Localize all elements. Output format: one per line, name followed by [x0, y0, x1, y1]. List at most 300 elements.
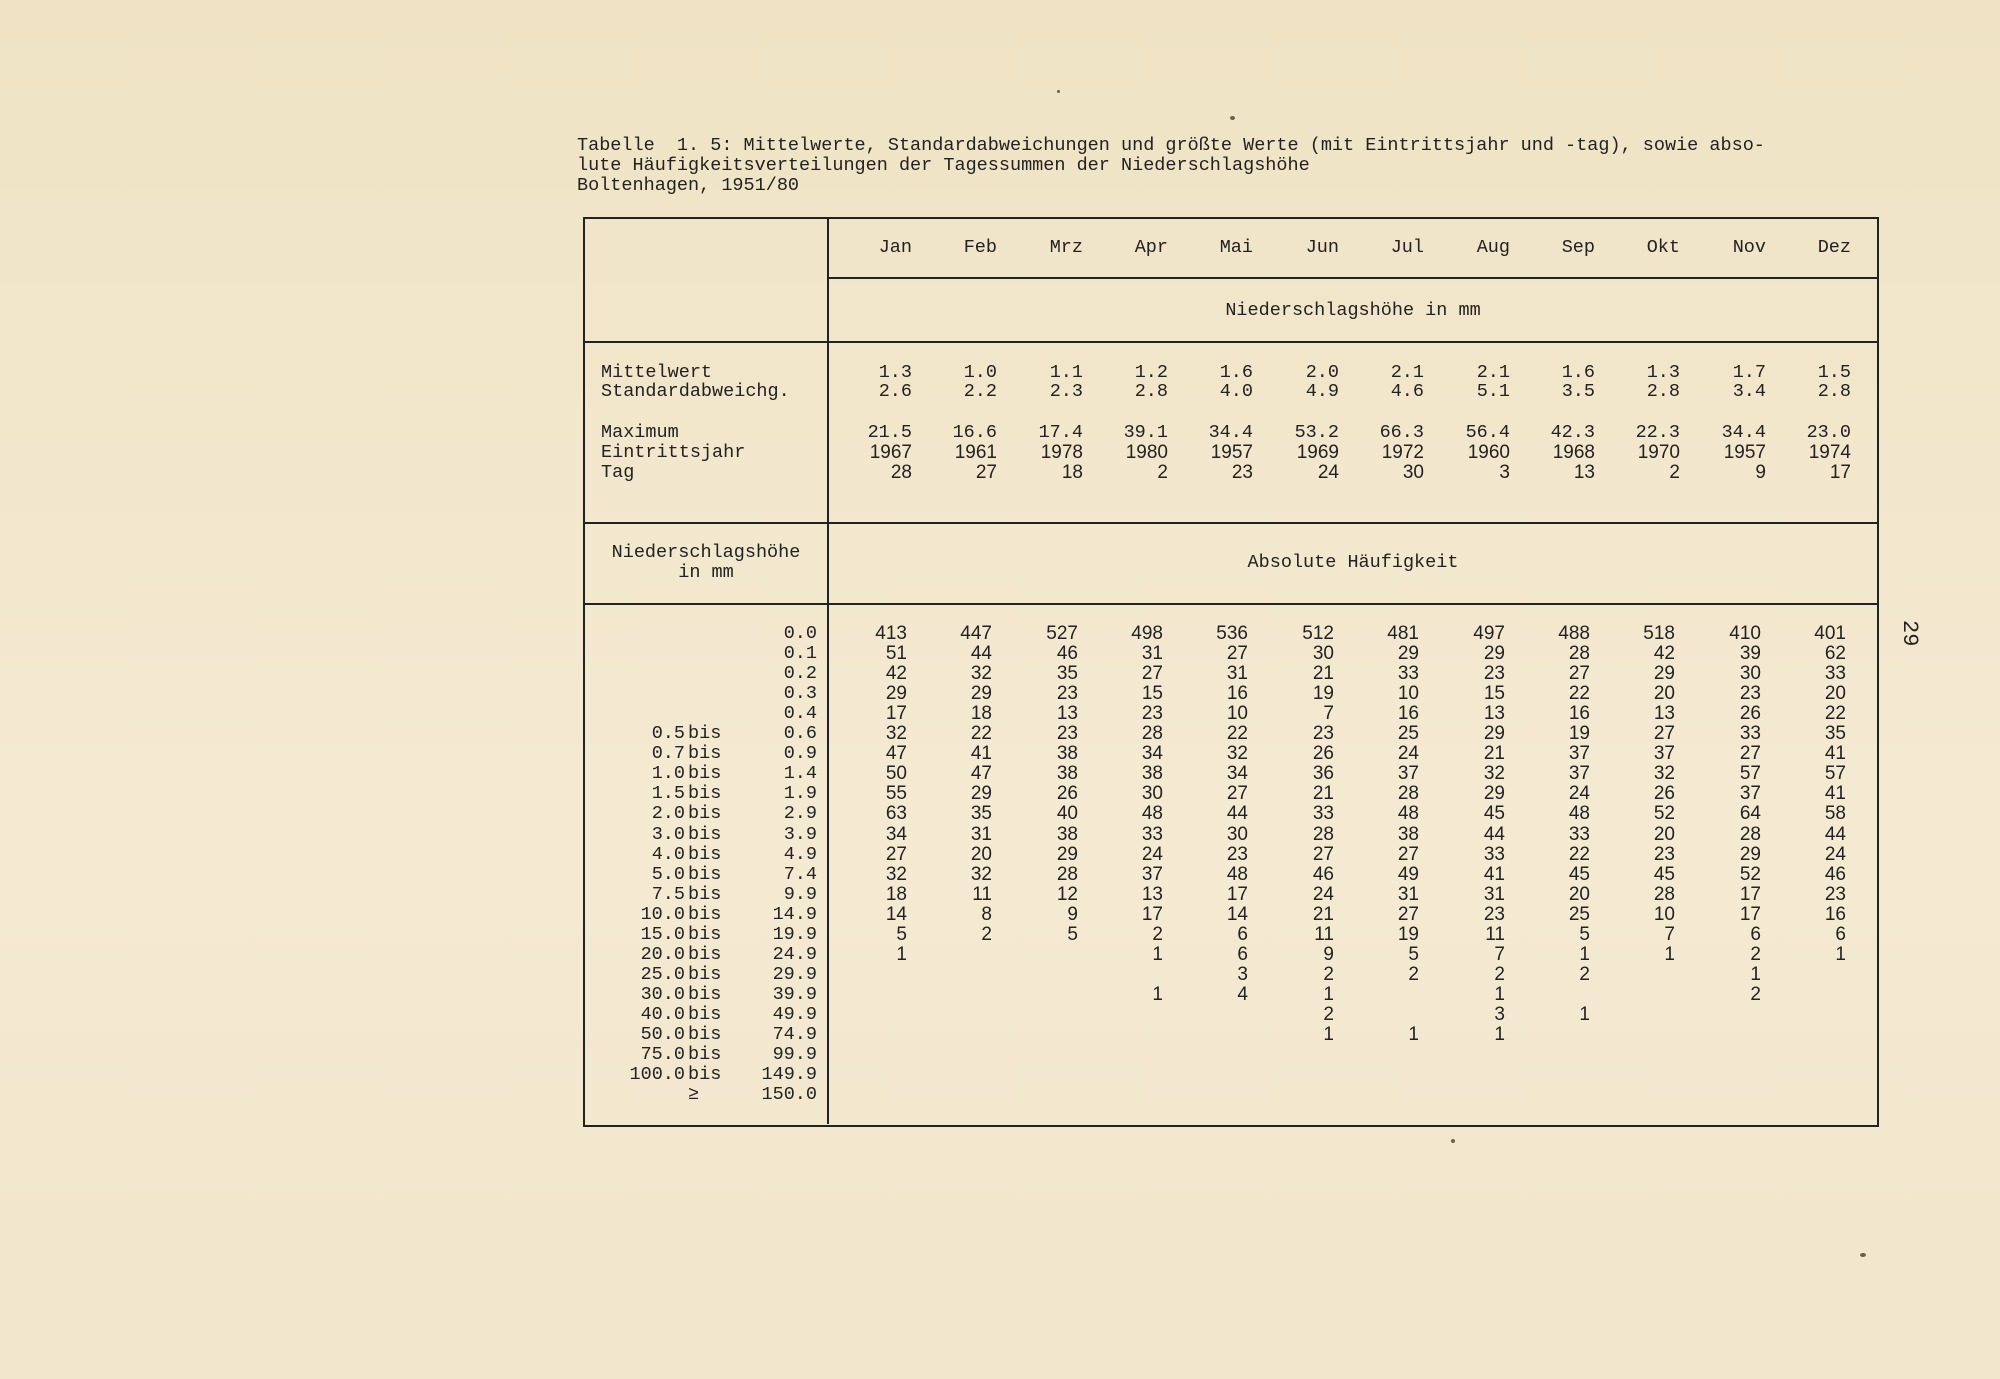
frequency-cell: 18 [885, 883, 907, 905]
class-to: 99.9 [772, 1044, 817, 1066]
frequency-cell: 2 [981, 923, 992, 945]
frequency-cell: 497 [1473, 623, 1505, 644]
unit-header: Niederschlagshöhe in mm [1225, 300, 1481, 321]
eintrittsjahr-value: 1969 [1296, 442, 1339, 463]
frequency-cell: 38 [1056, 743, 1078, 765]
frequency-cell: 1 [1323, 1024, 1334, 1045]
mittelwert-value: 2.0 [1305, 362, 1339, 383]
frequency-cell: 5 [1579, 923, 1590, 945]
frequency-cell: 35 [1056, 663, 1078, 685]
month-header-apr: Apr [1134, 237, 1168, 258]
class-to: 49.9 [772, 1003, 817, 1025]
frequency-cell: 41 [970, 743, 992, 765]
frequency-cell: 3 [1494, 1003, 1505, 1025]
frequency-cell: 21 [1312, 903, 1334, 925]
frequency-cell: 48 [1397, 803, 1419, 825]
mittelwert-value: 1.3 [1646, 362, 1680, 383]
tag-value: 2 [1669, 462, 1680, 483]
mittelwert-value: 1.7 [1732, 362, 1766, 383]
frequency-cell: 44 [1483, 823, 1505, 845]
frequency-cell: 14 [885, 903, 907, 925]
freq-header-left-line-2: in mm [678, 562, 734, 583]
class-bis: bis [688, 1003, 722, 1025]
frequency-cell: 36 [1312, 763, 1334, 785]
frequency-cell: 17 [1739, 903, 1761, 925]
class-from: 0.7 [651, 743, 685, 765]
frequency-cell: 32 [1226, 743, 1248, 765]
mittelwert-value: 1.6 [1561, 362, 1595, 383]
frequency-cell: 35 [970, 803, 992, 825]
frequency-cell: 29 [1397, 643, 1419, 665]
frequency-cell: 7 [1664, 923, 1675, 945]
standardabweichung-value: 2.2 [963, 381, 997, 402]
maximum-value: 34.4 [1208, 422, 1253, 443]
frequency-cell: 32 [1483, 763, 1505, 785]
class-to: 4.9 [783, 843, 817, 865]
frequency-cell: 22 [1226, 723, 1248, 745]
frequency-cell: 9 [1323, 943, 1334, 965]
frequency-cell: 24 [1824, 843, 1846, 865]
frequency-cell: 2 [1494, 963, 1505, 985]
frequency-cell: 38 [1141, 763, 1163, 785]
month-header-sep: Sep [1561, 237, 1595, 258]
caption-line-2: lute Häufigkeitsverteilungen der Tagessummen der Niederschlagshöhe [577, 155, 1310, 176]
frequency-cell: 52 [1653, 803, 1675, 825]
frequency-cell: 33 [1483, 843, 1505, 865]
frequency-cell: 47 [970, 763, 992, 785]
frequency-cell: 7 [1323, 703, 1334, 725]
class-from: 25.0 [640, 963, 685, 985]
maximum-value: 34.4 [1721, 422, 1766, 443]
frequency-cell: 1 [896, 943, 907, 965]
class-from: 20.0 [640, 943, 685, 965]
frequency-cell: 22 [1568, 843, 1590, 865]
maximum-value: 21.5 [867, 422, 912, 443]
class-from: 3.0 [651, 823, 685, 845]
label-maximum: Maximum [601, 422, 679, 443]
class-to: 9.9 [783, 883, 817, 905]
frequency-cell: 57 [1824, 763, 1846, 785]
row-divider [585, 341, 1879, 343]
standardabweichung-value: 3.4 [1732, 381, 1766, 402]
frequency-cell: 527 [1046, 623, 1078, 644]
class-to: 0.1 [783, 643, 817, 665]
frequency-cell: 10 [1653, 903, 1675, 925]
frequency-cell: 62 [1824, 643, 1846, 665]
mittelwert-value: 1.5 [1817, 362, 1851, 383]
frequency-cell: 37 [1141, 863, 1163, 885]
class-to: 19.9 [772, 923, 817, 945]
frequency-cell: 2 [1579, 963, 1590, 985]
class-to: 3.9 [783, 823, 817, 845]
frequency-cell: 30 [1141, 783, 1163, 805]
frequency-cell: 38 [1056, 763, 1078, 785]
standardabweichung-value: 2.6 [878, 381, 912, 402]
frequency-cell: 44 [1226, 803, 1248, 825]
frequency-cell: 16 [1568, 703, 1590, 725]
class-to: 24.9 [772, 943, 817, 965]
eintrittsjahr-value: 1978 [1040, 442, 1083, 463]
frequency-cell: 55 [885, 783, 907, 805]
frequency-cell: 33 [1824, 663, 1846, 685]
tag-value: 28 [890, 462, 912, 483]
frequency-cell: 21 [1312, 783, 1334, 805]
frequency-cell: 33 [1739, 723, 1761, 745]
frequency-cell: 42 [885, 663, 907, 685]
frequency-cell: 34 [885, 823, 907, 845]
frequency-cell: 23 [1824, 883, 1846, 905]
eintrittsjahr-value: 1970 [1637, 442, 1680, 463]
row-divider [827, 277, 1879, 279]
frequency-cell: 9 [1067, 903, 1078, 925]
frequency-cell: 401 [1814, 623, 1846, 644]
frequency-cell: 410 [1729, 623, 1761, 644]
maximum-value: 42.3 [1550, 422, 1595, 443]
frequency-cell: 34 [1226, 763, 1248, 785]
frequency-cell: 1 [1408, 1024, 1419, 1045]
frequency-cell: 33 [1141, 823, 1163, 845]
frequency-cell: 413 [875, 623, 907, 644]
class-bis: bis [688, 943, 722, 965]
standardabweichung-value: 4.9 [1305, 381, 1339, 402]
frequency-cell: 37 [1568, 743, 1590, 765]
frequency-cell: 21 [1483, 743, 1505, 765]
class-to: 7.4 [783, 863, 817, 885]
class-from: 100.0 [629, 1064, 685, 1086]
frequency-cell: 58 [1824, 803, 1846, 825]
class-bis: bis [688, 803, 722, 825]
class-bis: bis [688, 963, 722, 985]
frequency-cell: 13 [1483, 703, 1505, 725]
frequency-cell: 2 [1750, 983, 1761, 1005]
frequency-cell: 48 [1141, 803, 1163, 825]
frequency-cell: 17 [1226, 883, 1248, 905]
frequency-cell: 2 [1750, 943, 1761, 965]
frequency-cell: 19 [1312, 683, 1334, 705]
frequency-cell: 17 [1141, 903, 1163, 925]
frequency-cell: 26 [1739, 703, 1761, 725]
frequency-cell: 13 [1141, 883, 1163, 905]
frequency-cell: 3 [1237, 963, 1248, 985]
frequency-cell: 37 [1568, 763, 1590, 785]
mittelwert-value: 2.1 [1476, 362, 1510, 383]
frequency-cell: 38 [1056, 823, 1078, 845]
class-to: 1.9 [783, 783, 817, 805]
frequency-cell: 23 [1739, 683, 1761, 705]
freq-header-right: Absolute Häufigkeit [1247, 552, 1459, 573]
frequency-cell: 23 [1056, 683, 1078, 705]
frequency-cell: 23 [1653, 843, 1675, 865]
frequency-cell: 32 [885, 863, 907, 885]
frequency-cell: 41 [1483, 863, 1505, 885]
eintrittsjahr-value: 1980 [1125, 442, 1168, 463]
frequency-cell: 11 [972, 883, 992, 905]
frequency-cell: 30 [1739, 663, 1761, 685]
frequency-cell: 46 [1312, 863, 1334, 885]
paper-speck [1451, 1139, 1455, 1143]
label-standardabweichung: Standardabweichg. [601, 381, 790, 402]
frequency-cell: 34 [1141, 743, 1163, 765]
class-bis: ≥ [688, 1084, 700, 1106]
tag-value: 2 [1157, 462, 1168, 483]
class-to: 0.9 [783, 743, 817, 765]
tag-value: 9 [1755, 462, 1766, 483]
frequency-cell: 26 [1653, 783, 1675, 805]
eintrittsjahr-value: 1974 [1808, 442, 1851, 463]
frequency-cell: 46 [1824, 863, 1846, 885]
paper-speck [1057, 90, 1060, 93]
frequency-cell: 28 [1312, 823, 1334, 845]
frequency-cell: 481 [1387, 623, 1419, 644]
frequency-cell: 28 [1568, 643, 1590, 665]
class-to: 29.9 [772, 963, 817, 985]
frequency-cell: 20 [1568, 883, 1590, 905]
mittelwert-value: 1.3 [878, 362, 912, 383]
maximum-value: 17.4 [1038, 422, 1083, 443]
frequency-cell: 26 [1312, 743, 1334, 765]
frequency-cell: 5 [896, 923, 907, 945]
class-bis: bis [688, 1064, 722, 1086]
class-bis: bis [688, 1044, 722, 1066]
frequency-cell: 29 [1739, 843, 1761, 865]
class-from: 75.0 [640, 1044, 685, 1066]
class-to: 1.4 [783, 763, 817, 785]
label-tag: Tag [601, 462, 635, 483]
frequency-cell: 28 [1056, 863, 1078, 885]
frequency-cell: 23 [1312, 723, 1334, 745]
frequency-cell: 38 [1397, 823, 1419, 845]
eintrittsjahr-value: 1960 [1467, 442, 1510, 463]
frequency-cell: 2 [1408, 963, 1419, 985]
class-bis: bis [688, 723, 722, 745]
class-bis: bis [688, 823, 722, 845]
frequency-cell: 27 [1739, 743, 1761, 765]
caption-line-3: Boltenhagen, 1951/80 [577, 175, 800, 196]
class-to: 0.2 [783, 663, 817, 685]
frequency-cell: 6 [1237, 943, 1248, 965]
class-bis: bis [688, 843, 722, 865]
month-header-jan: Jan [878, 237, 912, 258]
frequency-cell: 6 [1835, 923, 1846, 945]
class-bis: bis [688, 783, 722, 805]
mittelwert-value: 1.2 [1134, 362, 1168, 383]
frequency-cell: 31 [1141, 643, 1163, 665]
frequency-cell: 447 [960, 623, 992, 644]
frequency-cell: 45 [1653, 863, 1675, 885]
month-header-okt: Okt [1646, 237, 1680, 258]
frequency-cell: 1 [1664, 943, 1675, 965]
frequency-cell: 2 [1323, 1003, 1334, 1025]
eintrittsjahr-value: 1972 [1381, 442, 1424, 463]
frequency-cell: 24 [1312, 883, 1334, 905]
freq-header-left-line-1: Niederschlagshöhe [611, 542, 801, 563]
frequency-cell: 22 [1568, 683, 1590, 705]
frequency-cell: 536 [1216, 623, 1248, 644]
class-from: 15.0 [640, 923, 685, 945]
frequency-cell: 29 [1056, 843, 1078, 865]
eintrittsjahr-value: 1957 [1723, 442, 1766, 463]
frequency-cell: 51 [885, 643, 907, 665]
frequency-cell: 46 [1056, 643, 1078, 665]
frequency-cell: 41 [1824, 743, 1846, 765]
frequency-cell: 15 [1141, 683, 1163, 705]
frequency-cell: 11 [1314, 923, 1334, 945]
maximum-value: 22.3 [1635, 422, 1680, 443]
frequency-cell: 18 [970, 703, 992, 725]
class-to: 0.4 [783, 703, 817, 725]
data-table [583, 217, 1879, 1127]
frequency-cell: 32 [970, 863, 992, 885]
frequency-cell: 23 [1483, 663, 1505, 685]
frequency-cell: 24 [1141, 843, 1163, 865]
frequency-cell: 24 [1397, 743, 1419, 765]
paper-speck [1230, 116, 1235, 120]
frequency-cell: 37 [1653, 743, 1675, 765]
class-from: 1.0 [651, 763, 685, 785]
tag-value: 13 [1573, 462, 1595, 483]
frequency-cell: 15 [1483, 683, 1505, 705]
tag-value: 18 [1061, 462, 1083, 483]
maximum-value: 66.3 [1379, 422, 1424, 443]
class-from: 50.0 [640, 1024, 685, 1045]
frequency-cell: 32 [1653, 763, 1675, 785]
month-header-dez: Dez [1817, 237, 1851, 258]
frequency-cell: 23 [1483, 903, 1505, 925]
class-from: 10.0 [640, 903, 685, 925]
class-from: 7.5 [651, 883, 685, 905]
frequency-cell: 19 [1397, 923, 1419, 945]
frequency-cell: 518 [1643, 623, 1675, 644]
standardabweichung-value: 2.8 [1817, 381, 1851, 402]
frequency-cell: 45 [1483, 803, 1505, 825]
eintrittsjahr-value: 1961 [954, 442, 997, 463]
frequency-cell: 13 [1056, 703, 1078, 725]
frequency-cell: 498 [1131, 623, 1163, 644]
row-divider [585, 522, 1879, 524]
class-from: 0.5 [651, 723, 685, 745]
frequency-cell: 31 [1226, 663, 1248, 685]
frequency-cell: 1 [1579, 1003, 1590, 1025]
frequency-cell: 22 [1824, 703, 1846, 725]
tag-value: 30 [1402, 462, 1424, 483]
frequency-cell: 27 [1226, 643, 1248, 665]
frequency-cell: 16 [1824, 903, 1846, 925]
tag-value: 24 [1317, 462, 1339, 483]
class-bis: bis [688, 883, 722, 905]
frequency-cell: 5 [1067, 923, 1078, 945]
maximum-value: 23.0 [1806, 422, 1851, 443]
class-to: 39.9 [772, 983, 817, 1005]
frequency-cell: 21 [1312, 663, 1334, 685]
tag-value: 27 [975, 462, 997, 483]
frequency-cell: 24 [1568, 783, 1590, 805]
frequency-cell: 20 [1653, 683, 1675, 705]
class-from: 4.0 [651, 843, 685, 865]
frequency-cell: 47 [885, 743, 907, 765]
frequency-cell: 29 [1653, 663, 1675, 685]
label-eintrittsjahr: Eintrittsjahr [601, 442, 746, 463]
frequency-cell: 40 [1056, 803, 1078, 825]
class-bis: bis [688, 763, 722, 785]
frequency-cell: 35 [1824, 723, 1846, 745]
class-to: 149.9 [761, 1064, 817, 1086]
frequency-cell: 32 [885, 723, 907, 745]
frequency-cell: 52 [1739, 863, 1761, 885]
month-header-mrz: Mrz [1049, 237, 1083, 258]
label-mittelwert: Mittelwert [601, 362, 713, 383]
row-divider [585, 603, 1879, 605]
table-caption [577, 136, 1907, 196]
caption-line-1: Tabelle 1. 5: Mittelwerte, Standardabweichungen und größte Werte (mit Eintrittsjahr und -tag), sowie abso- [577, 135, 1765, 156]
eintrittsjahr-value: 1968 [1552, 442, 1595, 463]
frequency-cell: 10 [1397, 683, 1419, 705]
frequency-cell: 12 [1056, 883, 1078, 905]
frequency-cell: 23 [1141, 703, 1163, 725]
month-header-jul: Jul [1390, 237, 1424, 258]
mittelwert-value: 1.6 [1219, 362, 1253, 383]
frequency-cell: 7 [1494, 943, 1505, 965]
class-to: 0.3 [783, 683, 817, 705]
frequency-cell: 37 [1739, 783, 1761, 805]
frequency-cell: 4 [1237, 983, 1248, 1005]
standardabweichung-value: 5.1 [1476, 381, 1510, 402]
frequency-cell: 27 [1397, 843, 1419, 865]
class-to: 0.0 [783, 623, 817, 644]
frequency-cell: 42 [1653, 643, 1675, 665]
frequency-cell: 16 [1397, 703, 1419, 725]
frequency-cell: 29 [1483, 723, 1505, 745]
standardabweichung-value: 3.5 [1561, 381, 1595, 402]
eintrittsjahr-value: 1957 [1210, 442, 1253, 463]
frequency-cell: 29 [970, 783, 992, 805]
frequency-cell: 33 [1397, 663, 1419, 685]
standardabweichung-value: 2.3 [1049, 381, 1083, 402]
frequency-cell: 29 [1483, 643, 1505, 665]
frequency-cell: 5 [1408, 943, 1419, 965]
frequency-cell: 48 [1226, 863, 1248, 885]
frequency-cell: 20 [1653, 823, 1675, 845]
frequency-cell: 30 [1312, 643, 1334, 665]
maximum-value: 16.6 [952, 422, 997, 443]
frequency-cell: 31 [970, 823, 992, 845]
frequency-cell: 33 [1312, 803, 1334, 825]
tag-value: 23 [1231, 462, 1253, 483]
frequency-cell: 29 [885, 683, 907, 705]
frequency-cell: 1 [1494, 1024, 1505, 1045]
frequency-cell: 19 [1568, 723, 1590, 745]
frequency-cell: 39 [1739, 643, 1761, 665]
frequency-cell: 26 [1056, 783, 1078, 805]
page-number: 29 [1897, 620, 1922, 647]
frequency-cell: 1 [1835, 943, 1846, 965]
frequency-cell: 27 [1226, 783, 1248, 805]
frequency-cell: 37 [1397, 763, 1419, 785]
mittelwert-value: 1.0 [963, 362, 997, 383]
frequency-cell: 50 [885, 763, 907, 785]
class-bis: bis [688, 923, 722, 945]
frequency-cell: 1 [1750, 963, 1761, 985]
frequency-cell: 16 [1226, 683, 1248, 705]
frequency-cell: 28 [1397, 783, 1419, 805]
frequency-cell: 27 [1568, 663, 1590, 685]
frequency-cell: 1 [1152, 983, 1163, 1005]
frequency-cell: 22 [970, 723, 992, 745]
class-bis: bis [688, 983, 722, 1005]
frequency-cell: 11 [1485, 923, 1505, 945]
class-bis: bis [688, 1024, 722, 1045]
maximum-value: 39.1 [1123, 422, 1168, 443]
frequency-cell: 44 [1824, 823, 1846, 845]
